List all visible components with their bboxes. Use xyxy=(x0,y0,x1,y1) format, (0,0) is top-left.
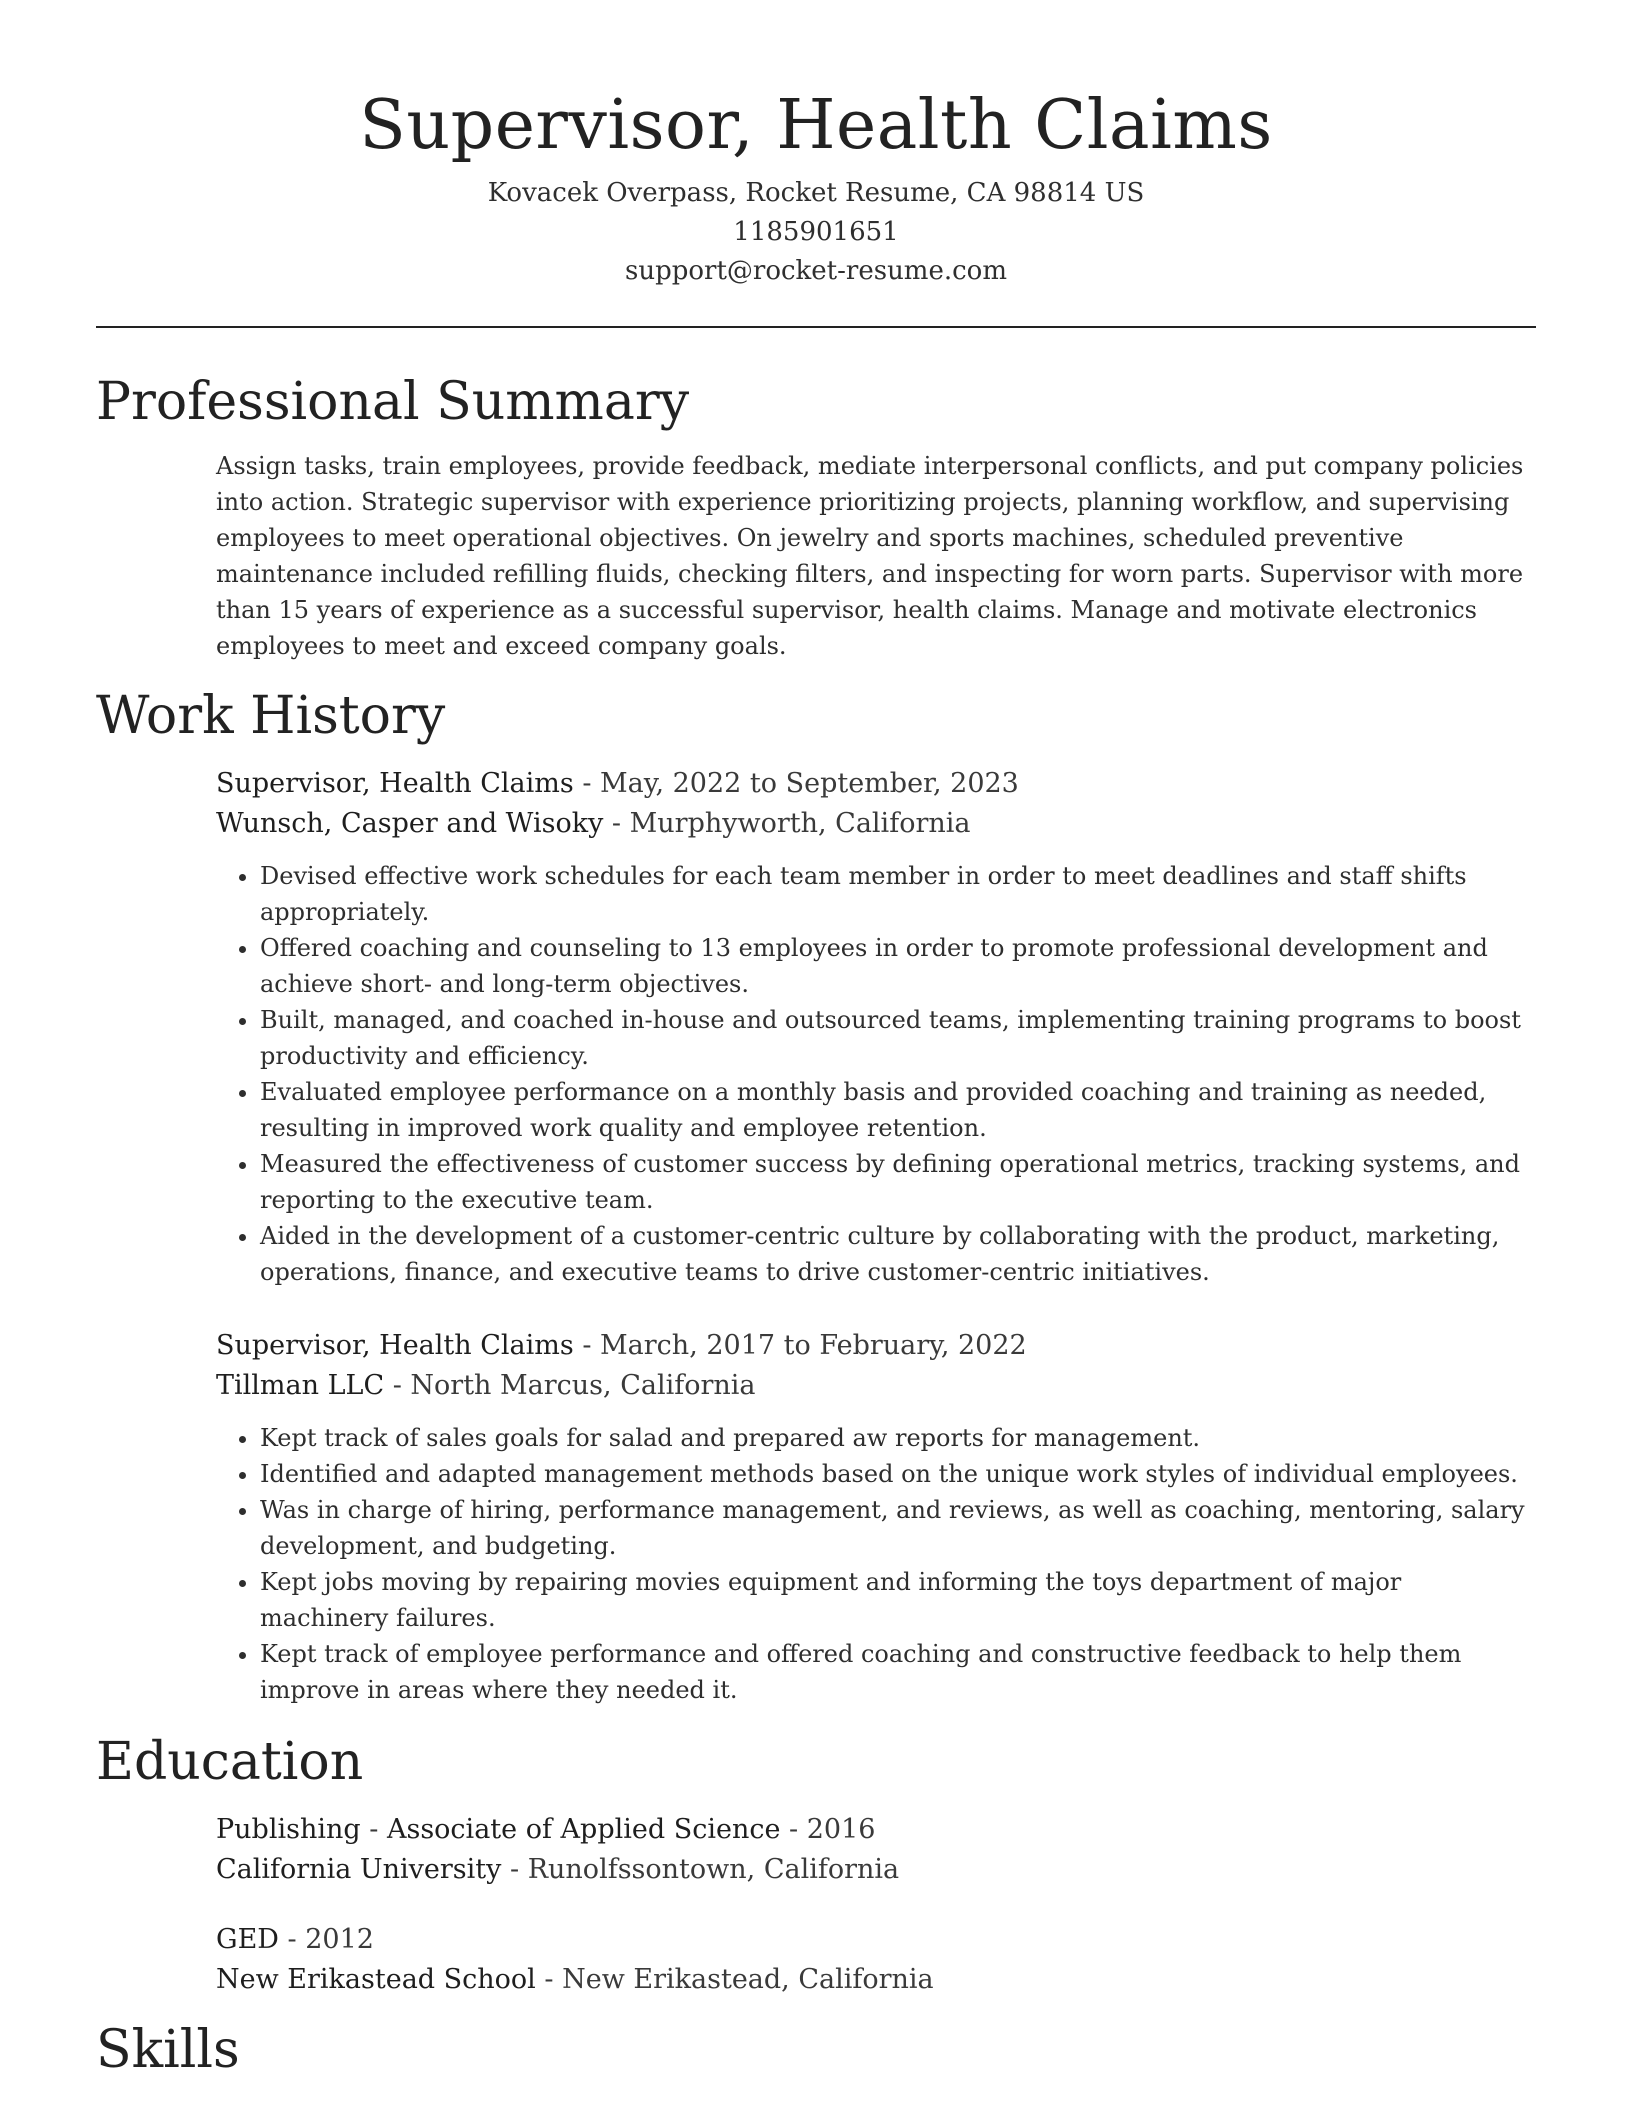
job-bullet: • Offered coaching and counseling to 13 employees in order to promote professional development and achieve short- and long-term objectives. xyxy=(260,930,1536,1002)
education-entry xyxy=(216,1920,1536,2000)
job-company-line xyxy=(216,804,1536,844)
contact-address: Kovacek Overpass, Rocket Resume, CA 98814 US xyxy=(487,178,1145,208)
job-role: Supervisor, Health Claims xyxy=(216,1330,574,1361)
job-company-line xyxy=(216,1366,1536,1406)
job-separator: - xyxy=(573,768,601,799)
job-role: Supervisor, Health Claims xyxy=(216,768,574,799)
job-entry xyxy=(216,764,1536,1290)
contact-email: support@rocket-resume.com xyxy=(624,256,1007,286)
education-separator: - xyxy=(535,1964,563,1995)
section-title-summary: Professional Summary xyxy=(96,372,690,432)
section-title-education: Education xyxy=(96,1732,364,1792)
education-degree-line xyxy=(216,1920,1536,1960)
job-bullet: • Kept jobs moving by repairing movies equipment and informing the toys department of major machinery failures. xyxy=(260,1564,1536,1636)
contact-block xyxy=(96,174,1536,291)
job-entry xyxy=(216,1326,1536,1708)
contact-phone: 1185901651 xyxy=(733,217,899,247)
job-bullet: • Built, managed, and coached in-house and outsourced teams, implementing training programs to boost productivity and efficiency. xyxy=(260,1002,1536,1074)
education-field: Publishing xyxy=(216,1814,361,1845)
education-degree: Associate of Applied Science xyxy=(386,1814,781,1845)
job-separator: - xyxy=(573,1330,601,1361)
header-divider xyxy=(96,326,1536,328)
education-location: New Erikastead, California xyxy=(562,1964,934,1995)
education-degree-line xyxy=(216,1810,1536,1850)
job-title-line xyxy=(216,1326,1536,1366)
job-bullet: • Measured the effectiveness of customer success by defining operational metrics, tracking systems, and reporting to the executive team. xyxy=(260,1146,1536,1218)
education-separator: - xyxy=(278,1924,306,1955)
job-bullet: • Was in charge of hiring, performance management, and reviews, as well as coaching, mentoring, salary development, and budgeting. xyxy=(260,1492,1536,1564)
education-school-line xyxy=(216,1960,1536,2000)
job-dates: May, 2022 to September, 2023 xyxy=(600,768,1019,799)
job-bullet: • Kept track of sales goals for salad and prepared aw reports for management. xyxy=(260,1420,1536,1456)
resume-page xyxy=(96,0,1536,2082)
job-location: Murphyworth, California xyxy=(629,808,971,839)
education-separator: - xyxy=(360,1814,387,1845)
education-school: New Erikastead School xyxy=(216,1964,536,1995)
job-bullets xyxy=(216,1420,1536,1708)
job-bullet: • Evaluated employee performance on a monthly basis and provided coaching and training as needed, resulting in improved work quality and employee retention. xyxy=(260,1074,1536,1146)
job-bullet: • Kept track of employee performance and offered coaching and constructive feedback to help them improve in areas where they needed it. xyxy=(260,1636,1536,1708)
education-school: California University xyxy=(216,1854,502,1885)
job-separator: - xyxy=(384,1370,411,1401)
summary-text: Assign tasks, train employees, provide feedback, mediate interpersonal conflicts, and put company policies into action. Strategic supervisor with experience prioritizing projects, planning workflow, and supervising employees to meet operational objectives. On jewelry and sports machines, scheduled preventive maintenance included refilling fluids, checking filters, and inspecting for worn parts. Supervisor with more than 15 years of experience as a successful supervisor, health claims. Manage and motivate electronics employees to meet and exceed company goals. xyxy=(216,452,1524,660)
job-dates: March, 2017 to February, 2022 xyxy=(600,1330,1027,1361)
education-separator: - xyxy=(780,1814,807,1845)
section-title-work-history: Work History xyxy=(96,686,446,746)
education-location: Runolfssontown, California xyxy=(527,1854,900,1885)
job-bullet: • Devised effective work schedules for each team member in order to meet deadlines and staff shifts appropriately. xyxy=(260,858,1536,930)
education-degree: GED xyxy=(216,1924,279,1955)
job-company: Tillman LLC xyxy=(216,1370,385,1401)
candidate-name: Supervisor, Health Claims xyxy=(359,86,1273,165)
education-separator: - xyxy=(501,1854,528,1885)
job-title-line xyxy=(216,764,1536,804)
job-bullet: • Aided in the development of a customer-centric culture by collaborating with the product, marketing, operations, finance, and executive teams to drive customer-centric initiatives. xyxy=(260,1218,1536,1290)
job-bullets xyxy=(216,858,1536,1290)
section-title-skills: Skills xyxy=(96,2020,240,2080)
education-school-line xyxy=(216,1850,1536,1890)
education-year: 2012 xyxy=(305,1924,374,1955)
job-separator: - xyxy=(603,808,630,839)
resume-header xyxy=(96,0,1536,291)
job-location: North Marcus, California xyxy=(410,1370,756,1401)
education-year: 2016 xyxy=(806,1814,876,1845)
education-entry xyxy=(216,1810,1536,1890)
job-company: Wunsch, Casper and Wisoky xyxy=(216,808,604,839)
job-bullet: • Identified and adapted management methods based on the unique work styles of individual employees. xyxy=(260,1456,1536,1492)
